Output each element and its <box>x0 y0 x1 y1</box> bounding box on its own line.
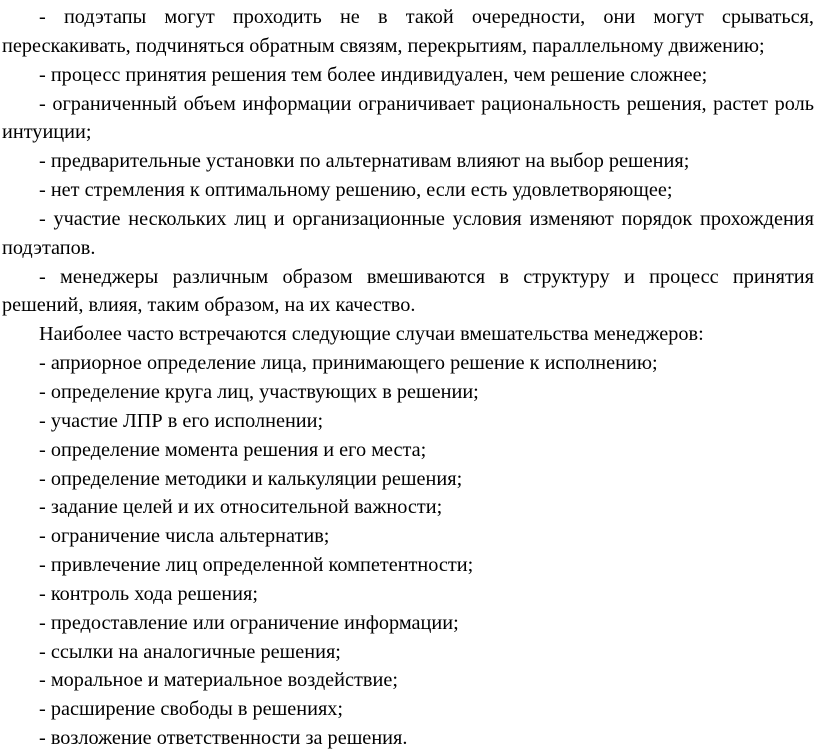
list-item: - ссылки на аналогичные решения; <box>39 640 341 663</box>
individuality-paragraph: - процесс принятия решения тем более индивидуален, чем решение сложнее; <box>39 63 708 86</box>
list-item: - контроль хода решения; <box>39 582 258 605</box>
limited-information-paragraph: - ограниченный объем информации ограничивает рациональность решения, растет роль интуиции; <box>2 92 814 144</box>
list-item: - априорное определение лица, принимающего решение к исполнению; <box>39 352 658 375</box>
list-item: - определение круга лиц, участвующих в решении; <box>39 380 479 403</box>
preliminary-settings-paragraph: - предварительные установки по альтернативам влияют на выбор решения; <box>39 150 690 173</box>
list-item: - ограничение числа альтернатив; <box>39 525 330 548</box>
list-item: - возложение ответственности за решения. <box>39 727 408 750</box>
list-item: - предоставление или ограничение информации; <box>39 611 459 634</box>
satisfying-solution-paragraph: - нет стремления к оптимальному решению, если есть удовлетворяющее; <box>39 179 673 202</box>
substage-order-paragraph: - подэтапы могут проходить не в такой очередности, они могут срываться, перескакивать, подчиняться обратным связям, перекрытиям, параллельному движению; <box>2 6 814 57</box>
intervention-list <box>2 349 814 753</box>
list-item: - определение момента решения и его места; <box>39 438 427 461</box>
list-item: - определение методики и калькуляции решения; <box>39 467 463 490</box>
intervention-lead-sentence: Наиболее часто встречаются следующие случаи вмешательства менеджеров: <box>39 323 704 346</box>
list-item: - участие ЛПР в его исполнении; <box>39 409 324 432</box>
list-item: - расширение свободы в решениях; <box>39 698 344 721</box>
list-item: - моральное и материальное воздействие; <box>39 669 398 692</box>
managers-intervene-paragraph: - менеджеры различным образом вмешиваются в структуру и процесс принятия решений, влияя, таким образом, на их качество. <box>2 265 814 317</box>
multiple-persons-paragraph: - участие нескольких лиц и организационные условия изменяют порядок прохождения подэтапов. <box>2 207 814 259</box>
list-item: - привлечение лиц определенной компетентности; <box>39 554 474 577</box>
list-item: - задание целей и их относительной важности; <box>39 496 443 519</box>
